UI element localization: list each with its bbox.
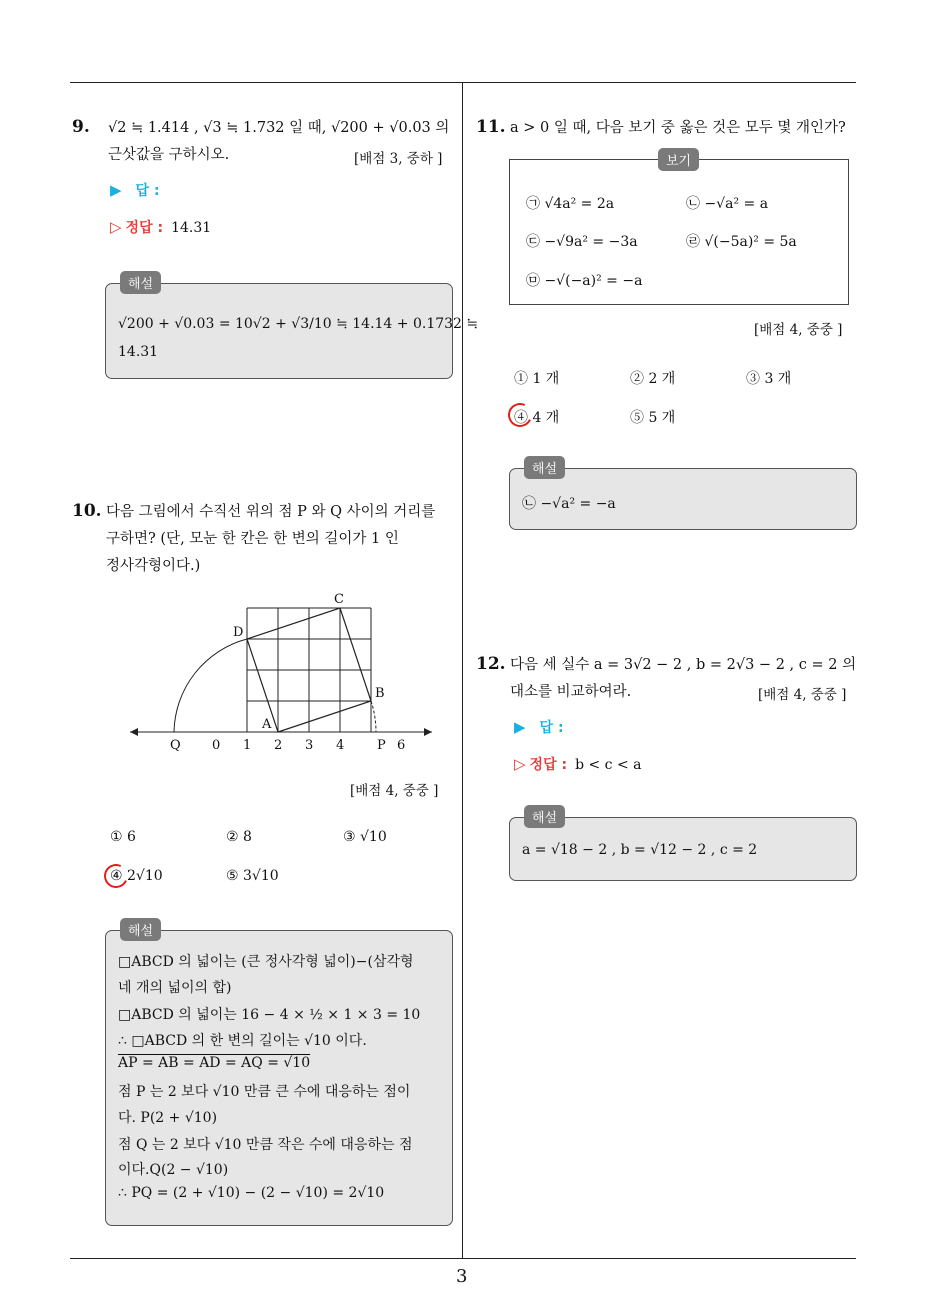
q10-explain-tag: 해설 — [120, 918, 161, 941]
q10-explain-line8: 점 Q 는 2 보다 √10 만큼 작은 수에 대응하는 점 — [118, 1137, 413, 1153]
q11-bogi-4: ㉣ √(−5a)² = 5a — [686, 234, 797, 250]
label-b: B — [375, 686, 385, 701]
q9-answer — [110, 180, 160, 200]
tick-6: 6 — [397, 738, 406, 753]
q10-line2: 구하면? (단, 모눈 한 칸은 한 변의 길이가 1 인 — [106, 531, 399, 547]
tick-2: 2 — [274, 738, 283, 753]
q10-explain-line1: □ABCD 의 넓이는 (큰 정사각형 넓이)−(삼각형 — [118, 954, 414, 970]
outline-play-icon: ▷ — [110, 218, 122, 236]
q10-line3: 정사각형이다.) — [106, 558, 201, 574]
q11-meta: [배점 4, 중중 ] — [754, 322, 843, 338]
label-q: Q — [170, 738, 181, 753]
column-divider — [462, 83, 463, 1258]
q10-choice-3[interactable]: ③ √10 — [343, 829, 387, 845]
q12-correct-label: 정답 : — [529, 757, 568, 773]
tick-0: 0 — [212, 738, 221, 753]
label-d: D — [233, 625, 244, 640]
q11-bogi-tag: 보기 — [658, 148, 699, 171]
q11-bogi-5: ㉤ −√(−a)² = −a — [526, 273, 643, 289]
tick-1: 1 — [243, 738, 252, 753]
q11-choice-1[interactable]: ① 1 개 — [514, 371, 560, 387]
q9-number: 9. — [72, 117, 90, 137]
q10-explain-line2: 네 개의 넓이의 합) — [118, 980, 232, 996]
play-icon: ▶ — [514, 718, 526, 736]
q11-choice-5[interactable]: ⑤ 5 개 — [630, 410, 676, 426]
grid — [247, 608, 371, 732]
q9-correct — [110, 217, 211, 237]
q10-choice-1[interactable]: ① 6 — [110, 829, 136, 845]
q9-line1: √2 ≒ 1.414 , √3 ≒ 1.732 일 때, √200 + √0.03 의 — [108, 120, 450, 136]
q12-explain-tag: 해설 — [524, 805, 565, 828]
q12-meta: [배점 4, 중중 ] — [758, 687, 847, 703]
q10-explain-line9: 이다.Q(2 − √10) — [118, 1162, 229, 1178]
q11-choice-3[interactable]: ③ 3 개 — [746, 371, 792, 387]
q10-meta: [배점 4, 중중 ] — [350, 783, 439, 799]
q10-figure — [120, 585, 440, 765]
q12-answer — [514, 717, 564, 737]
arc-p — [371, 701, 376, 732]
q10-choice-2[interactable]: ② 8 — [226, 829, 252, 845]
q10-explain-line3: □ABCD 의 넓이는 16 − 4 × ½ × 1 × 3 = 10 — [118, 1007, 421, 1023]
q11-line1: a > 0 일 때, 다음 보기 중 옳은 것은 모두 몇 개인가? — [510, 120, 846, 136]
q11-explain-line1: ㉡ −√a² = −a — [522, 496, 616, 512]
top-rule — [70, 82, 856, 83]
q9-explain-tag: 해설 — [120, 271, 161, 294]
q10-explain-line6: 점 P 는 2 보다 √10 만큼 큰 수에 대응하는 점이 — [118, 1084, 411, 1100]
q9-explain-line2: 14.31 — [118, 344, 159, 360]
q11-bogi-box — [509, 159, 849, 305]
q12-correct — [514, 754, 642, 774]
q12-answer-label: 답 : — [539, 720, 564, 736]
q9-explain-line1: √200 + √0.03 = 10√2 + √3/10 ≒ 14.14 + 0.1732 ≒ — [118, 316, 479, 332]
q11-bogi-1: ㉠ √4a² = 2a — [526, 196, 615, 212]
arrow-right-icon — [424, 728, 432, 736]
q12-explain-line1: a = √18 − 2 , b = √12 − 2 , c = 2 — [522, 842, 758, 858]
q11-explain-tag: 해설 — [524, 456, 565, 479]
tick-4: 4 — [336, 738, 345, 753]
q10-explain-line10: ∴ PQ = (2 + √10) − (2 − √10) = 2√10 — [118, 1185, 385, 1201]
q10-number: 10. — [72, 501, 102, 521]
q12-correct-value: b < c < a — [575, 757, 642, 773]
q9-answer-label: 답 : — [135, 183, 160, 199]
outline-play-icon: ▷ — [514, 755, 526, 773]
q10-explanation-box — [105, 930, 453, 1226]
q9-explanation-box — [105, 283, 479, 379]
arc-q — [174, 639, 247, 732]
q10-explain-line7: 다. P(2 + √10) — [118, 1110, 218, 1126]
q10-answer-circle — [101, 861, 132, 892]
q12-line1: 다음 세 실수 a = 3√2 − 2 , b = 2√3 − 2 , c = 2 의 — [510, 657, 857, 673]
bottom-rule — [70, 1258, 856, 1259]
q11-choice-2[interactable]: ② 2 개 — [630, 371, 676, 387]
q10-explain-line5: AP = AB = AD = AQ = √10 — [118, 1055, 311, 1071]
q10-explain-line4: ∴ □ABCD 의 한 변의 길이는 √10 이다. — [118, 1033, 367, 1049]
q11-choice-4[interactable]: ④ 4 개 — [514, 410, 560, 426]
q11-bogi-3: ㉢ −√9a² = −3a — [526, 234, 638, 250]
q11-bogi-2: ㉡ −√a² = a — [686, 196, 769, 212]
q10-line1: 다음 그림에서 수직선 위의 점 P 와 Q 사이의 거리를 — [106, 504, 436, 520]
q11-number: 11. — [476, 117, 506, 137]
q9-correct-label: 정답 : — [125, 220, 164, 236]
arrow-left-icon — [130, 728, 138, 736]
q9-correct-value: 14.31 — [171, 220, 212, 236]
q12-line2: 대소를 비교하여라. — [510, 684, 632, 700]
label-p: P — [377, 738, 386, 753]
q10-choice-5[interactable]: ⑤ 3√10 — [226, 868, 279, 884]
q10-choice-4[interactable]: ④ 2√10 — [110, 868, 163, 884]
q9-line2: 근삿값을 구하시오. — [108, 147, 230, 163]
label-c: C — [334, 592, 344, 607]
page-number: 3 — [456, 1266, 468, 1287]
label-a: A — [262, 717, 272, 732]
play-icon: ▶ — [110, 181, 122, 199]
tick-3: 3 — [305, 738, 314, 753]
q9-meta: [배점 3, 중하 ] — [354, 151, 443, 167]
q12-number: 12. — [476, 654, 506, 674]
